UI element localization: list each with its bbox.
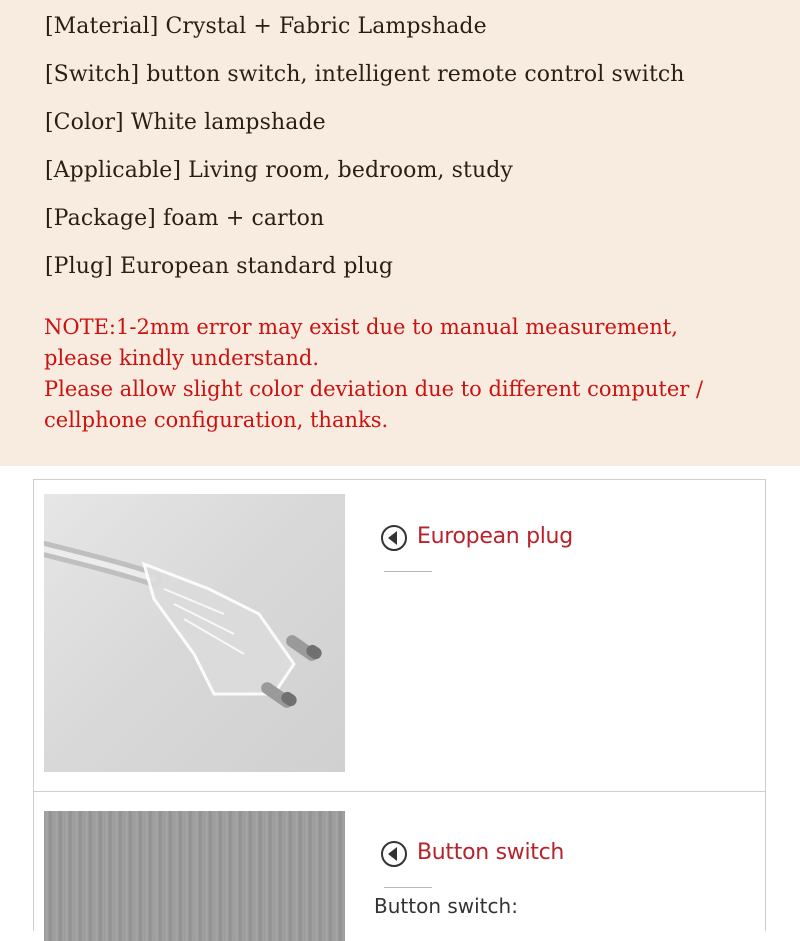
feature-panel-european-plug	[33, 479, 766, 792]
note-line: NOTE:1-2mm error may exist due to manual measurement,	[44, 315, 678, 339]
divider	[384, 887, 432, 888]
feature-label: European plug	[417, 524, 573, 549]
feature-label: Button switch	[417, 840, 565, 865]
spec-material: [Material] Crystal + Fabric Lampshade	[45, 14, 487, 39]
product-specs	[0, 0, 800, 466]
spec-applicable: [Applicable] Living room, bedroom, study	[45, 158, 513, 183]
spec-switch: [Switch] button switch, intelligent remote control switch	[45, 62, 685, 87]
spec-plug: [Plug] European standard plug	[45, 254, 394, 279]
note-line: please kindly understand.	[44, 346, 319, 370]
divider	[384, 571, 432, 572]
note-line: Please allow slight color deviation due to different computer /	[44, 377, 704, 401]
spec-package: [Package] foam + carton	[45, 206, 325, 231]
circled-arrow-left-icon	[380, 524, 408, 552]
button-switch-photo	[44, 811, 345, 941]
spec-color: [Color] White lampshade	[45, 110, 326, 135]
note-line: cellphone configuration, thanks.	[44, 408, 389, 432]
european-plug-photo	[44, 494, 345, 772]
circled-arrow-left-icon	[380, 840, 408, 868]
feature-panel-button-switch	[33, 791, 766, 931]
feature-caption: Button switch:	[374, 894, 518, 918]
measurement-note	[44, 312, 764, 436]
